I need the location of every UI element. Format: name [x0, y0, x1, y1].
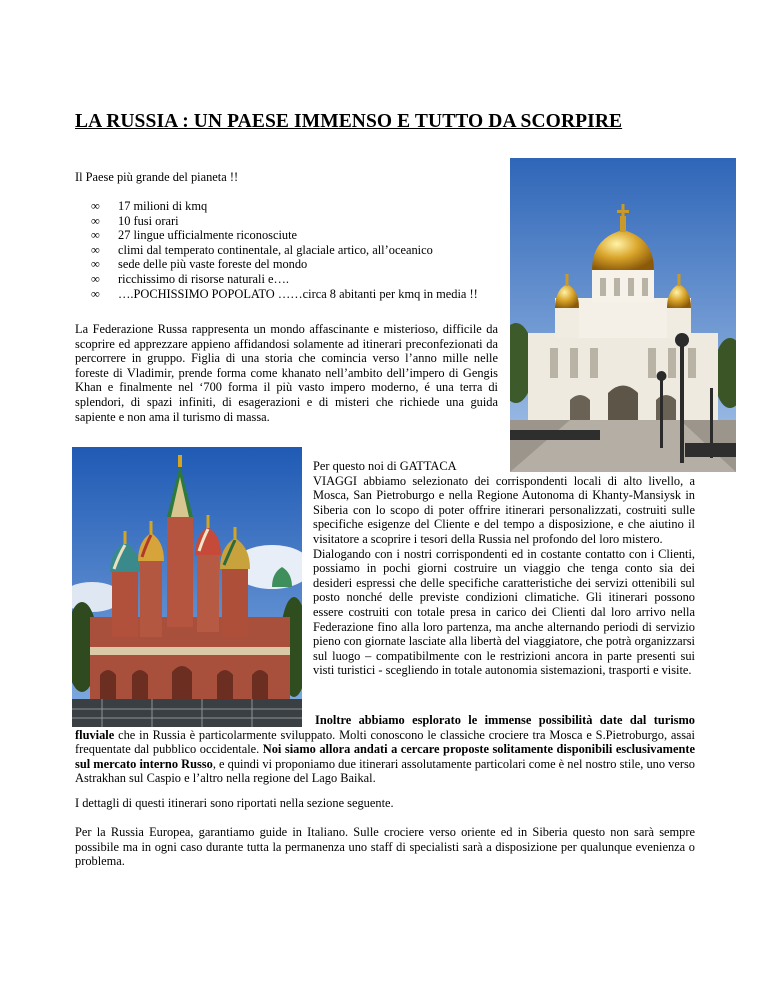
internal-market-highlight: Noi siamo allora andati a cercare proposte solitamente disponibili esclusivamente sul mercato interno Russo [75, 742, 695, 771]
intro-line: Il Paese più grande del pianeta !! [75, 170, 239, 184]
paragraph-gattaca [313, 459, 695, 678]
cathedral-photo [510, 158, 736, 472]
page-title: LA RUSSIA : UN PAESE IMMENSO E TUTTO DA SCORPIRE [75, 111, 623, 132]
list-item: ∞ ricchissimo di risorse naturali e…. [91, 271, 290, 286]
infinity-bullet-icon: ∞ [91, 271, 100, 286]
infinity-bullet-icon: ∞ [91, 199, 100, 213]
st-basil-photo [72, 447, 302, 727]
infinity-bullet-icon: ∞ [91, 213, 100, 228]
infinity-bullet-icon: ∞ [91, 242, 100, 257]
list-item: ∞ 27 lingue ufficialmente riconosciute [91, 228, 298, 243]
paragraph-federation: La Federazione Russa rappresenta un mondo affascinante e misterioso, difficile da scoprire ed apprezzare appieno affidandosi solamente ad itinerari preconfezionati da percorrere in gruppo. Figlia di una storia che comincia verso l’anno mille nelle foreste di Vladimir, prende forma come khanato nell’ambito dell’impero di Gengis Khan e finalmente nel ‘700 forma il più vasto impero moderno, é una terra di splendori, di spazi infiniti, di esagerazioni e di misteri che richiede una guida sapiente e non ama il turismo di massa. [75, 322, 498, 424]
list-item: ∞ climi dal temperato continentale, al glaciale artico, all’oceanico [91, 242, 433, 257]
paragraph-gattaca-lead: Per questo noi di GATTACA [313, 459, 457, 473]
paragraph-river-tourism: Inoltre abbiamo esplorato le immense possibilità date dal turismo fluviale che in Russia è particolarmente sviluppato. Molti conoscono le classiche crociere tra Mosca e S.Pietroburgo, assai frequentate dal pubblico occidentale. Noi siamo allora andati a cercare proposte solitamente disponibili esclusivamente sul mercato interno Russo, e quindi vi proponiamo due itinerari assolutamente particolari come è nel nostro stile, uno verso Astrakhan sul Caspio e l’altro nella regione del Lago Baikal. [75, 713, 695, 786]
paragraph-guides: Per la Russia Europea, garantiamo guide in Italiano. Sulle crociere verso oriente ed in Siberia questo non sarà sempre possibile ma in ogni caso durante tutta la permanenza uno staff di specialisti sarà a disposizione per qualunque evenienza o problema. [75, 825, 695, 869]
list-item: ∞ ….POCHISSIMO POPOLATO ……circa 8 abitanti per kmq in media !! [91, 286, 478, 301]
list-item: ∞ sede delle più vaste foreste del mondo [91, 257, 308, 272]
list-item: ∞ 17 milioni di kmq [91, 199, 208, 213]
paragraph-details: I dettagli di questi itinerari sono riportati nella sezione seguente. [75, 796, 394, 810]
list-item: ∞ 10 fusi orari [91, 213, 179, 228]
river-tourism-highlight: Inoltre abbiamo esplorato le immense possibilità date dal turismo fluviale [75, 713, 695, 742]
facts-list [75, 199, 485, 301]
paragraph-gattaca-dialog: Dialogando con i nostri corrispondenti ed in costante contatto con i Clienti, possiamo in pochi giorni costruire un viaggio che tenga conto sia dei desideri espressi che delle specifiche caratteristiche dei servizi ottenibili sul posto nonché delle previste condizioni climatiche. Gli itinerari possono essere costruiti con totale presa in carico dei Clienti dal loro arrivo nella Federazione fino alla loro partenza, ma anche alternando periodi di servizio pieno con giornate lasciate alla libertà del viaggiatore, che potrà organizzarsi sul luogo – compatibilmente con le restrizioni ancora in parte presenti sui visti turistici - scegliendo in totale autonomia sistemazioni, trasporti e visite. [313, 546, 695, 678]
infinity-bullet-icon: ∞ [91, 228, 100, 243]
infinity-bullet-icon: ∞ [91, 286, 100, 301]
paragraph-gattaca-body: VIAGGI abbiamo selezionato dei corrispondenti locali di alto livello, a Mosca, San Pietroburgo e nella Regione Autonoma di Khanty-Mansiysk in Siberia con lo scopo di poter offrire itinerari personalizzati, costruiti sulle specifiche esigenze del Cliente e del tempo a disposizione, e che aiutino il visitatore a scoprire i tesori della Russia nel profondo del loro mistero. [313, 473, 695, 546]
infinity-bullet-icon: ∞ [91, 257, 100, 272]
